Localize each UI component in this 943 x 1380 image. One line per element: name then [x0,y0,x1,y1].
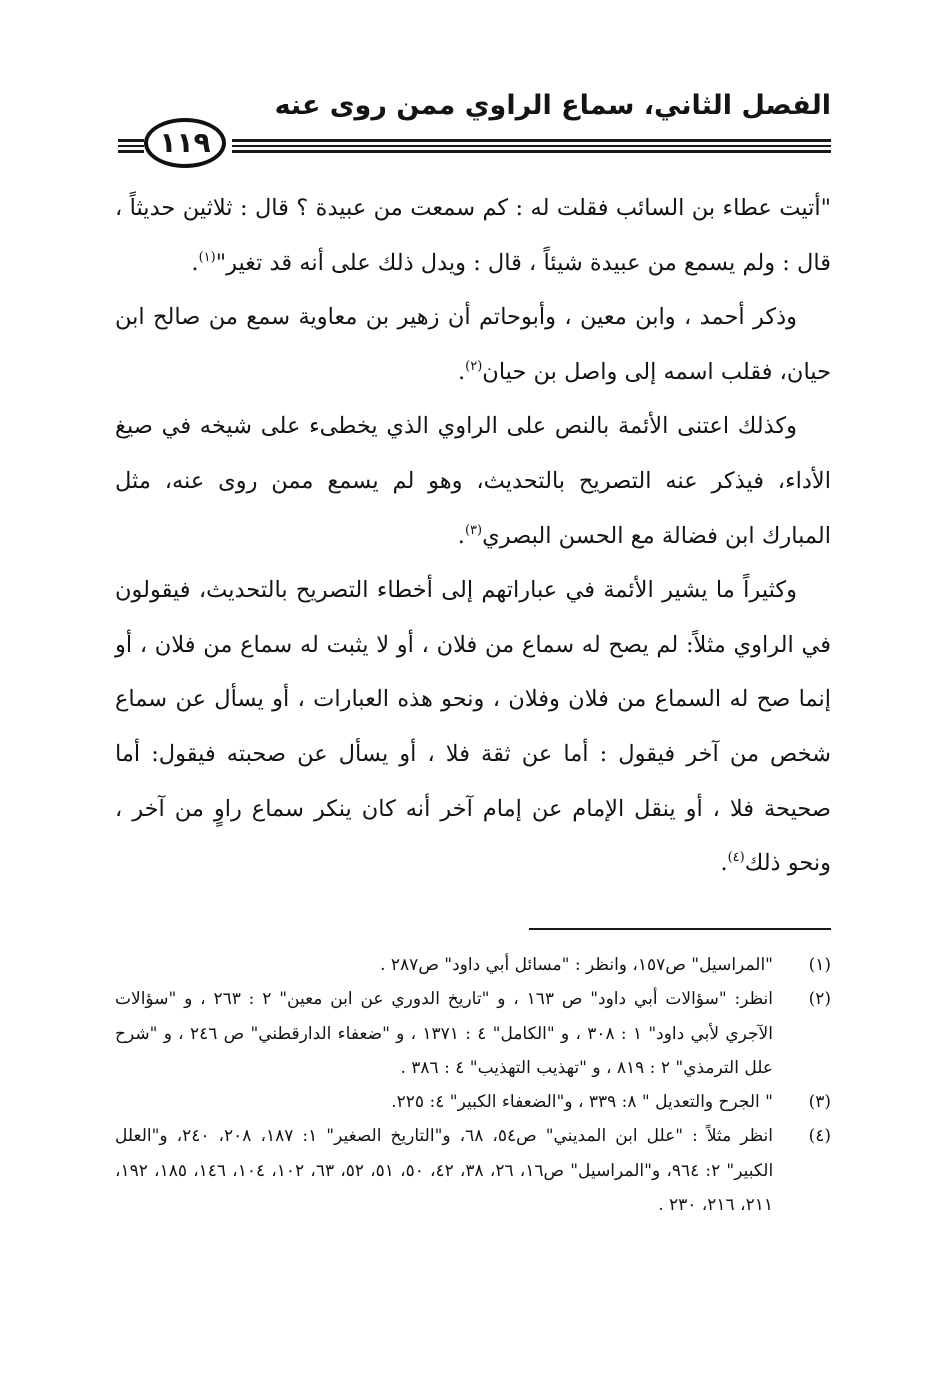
paragraph [115,290,831,399]
footnote-ref: (٤) [727,850,745,866]
footnote [115,1119,831,1222]
paragraph [115,563,831,891]
header-rule-left [118,145,144,147]
footnotes [115,948,831,1222]
footnote-text: انظر: "سؤالات أبي داود" ص ١٦٣ ، و "تاريخ الدوري عن ابن معين" ٢ : ٢٦٣ ، و "سؤالات الآجري لأبي داود" ١ : ٣٠٨ ، و "الكامل" ٤ : ١٣٧١ ، و "ضعفاء الدارقطني" ص ٢٤٦ ، و "شرح علل الترمذي" ٢ : ٨١٩ ، و "تهذيب التهذيب" ٤ : ٣٨٦ . [115,989,773,1078]
paragraph [115,181,831,290]
footnote-number: (٤) [808,1126,831,1147]
paragraph-end: . [457,522,465,549]
footnote-ref: (٢) [465,358,483,374]
paragraph-text: وكذلك اعتنى الأئمة بالنص على الراوي الذي يخطىء على شيخه في صيغ الأداء، فيذكر عنه التصريح بالتحديث، وهو لم يسمع ممن روى عنه، مثل المبارك ابن فضالة مع الحسن البصري [115,413,831,549]
paragraph-text: وكثيراً ما يشير الأئمة في عباراتهم إلى أخطاء التصريح بالتحديث، فيقولون في الراوي مثلاً: لم يصح له سماع من فلان ، أو لا يثبت له سماع من فلان ، أو إنما صح له السماع من فلان وفلان ، ونحو هذه العبارات ، أو يسأل عن سماع شخص من آخر فيقول : أما عن ثقة فلا ، أو يسأل عن صحبته فيقول: أما صحيحة فلا ، أو ينقل الإمام عن إمام آخر أنه كان ينكر سماع راوٍ من آخر ، ونحو ذلك [115,577,831,877]
footnote-number: (٢) [808,989,831,1010]
footnote-ref: (١) [198,249,216,265]
paragraph-end: . [191,249,199,276]
page-number: ١١٩ [159,126,211,159]
footnote [115,1085,831,1119]
paragraph-text: وذكر أحمد ، وابن معين ، وأبوحاتم أن زهير بن معاوية سمع من صالح ابن حيان، فقلب اسمه إلى واصل بن حيان [115,304,831,385]
footnote [115,948,831,982]
footnote [115,982,831,1085]
paragraph [115,399,831,563]
main-text [115,181,831,891]
header-rule-left [118,139,144,142]
header-rule-left [118,150,144,153]
header-rule [232,145,831,147]
paragraph-end: . [720,850,728,877]
footnote-text: "المراسيل" ص١٥٧، وانظر : "مسائل أبي داود" ص٢٨٧ . [380,955,773,975]
page-number-badge [144,118,226,168]
paragraph-end: . [458,358,466,385]
running-header-title: الفصل الثاني، سماع الراوي ممن روى عنه [274,90,831,121]
footnote-separator [529,928,831,930]
header-rule [232,150,831,153]
header-rule [232,139,831,142]
footnote-text: " الجرح والتعديل " ٨: ٣٣٩ ، و"الضعفاء الكبير" ٤: ٢٢٥. [391,1092,773,1113]
footnote-ref: (٣) [464,522,483,538]
footnote-number: (٣) [808,1092,831,1113]
paragraph-text: "أتيت عطاء بن السائب فقلت له : كم سمعت من عبيدة ؟ قال : ثلاثين حديثاً ، قال : ولم يسمع من عبيدة شيئاً ، قال : ويدل ذلك على أنه قد تغير" [115,195,831,276]
footnote-number: (١) [808,955,831,975]
footnote-text: انظر مثلاً : "علل ابن المديني" ص٥٤، ٦٨، و"التاريخ الصغير" ١: ١٨٧، ٢٠٨، ٢٤٠، و"العلل الكبير" ٢: ٩٦٤، و"المراسيل" ص١٦، ٢٦، ٣٨، ٤٢، ٥٠، ٥١، ٥٢، ٦٣، ١٠٢، ١٠٤، ١٤٦، ١٨٥، ١٩٢، ٢١١، ٢١٦، ٢٣٠ . [115,1126,774,1216]
